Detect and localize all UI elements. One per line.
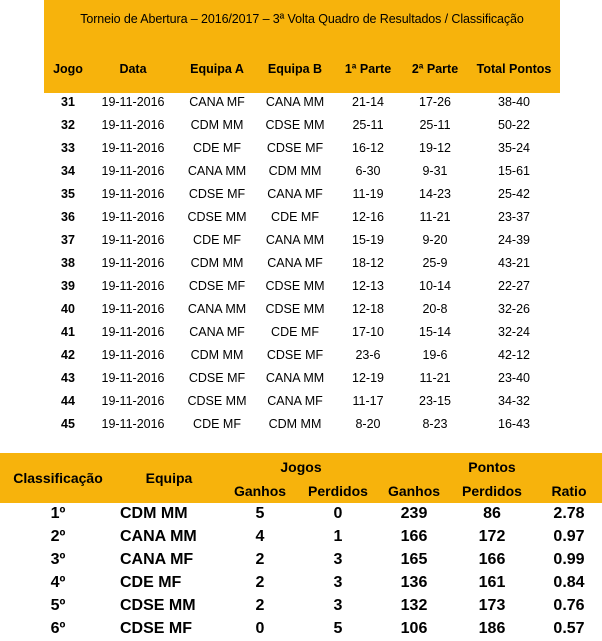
cell-2a-parte: 19-6 (422, 348, 448, 362)
cell-jogos-ganhos: 2 (255, 597, 265, 614)
cell-total: 38-40 (498, 95, 530, 109)
cell-equipa-b: CDM MM (268, 164, 322, 178)
table-row (44, 162, 560, 185)
cell-pontos-perdidos: 166 (478, 551, 506, 568)
table-row (44, 346, 560, 369)
cell-total: 32-26 (498, 302, 530, 316)
cell-2a-parte: 9-31 (422, 164, 448, 178)
cell-equipa-a: CDE MF (193, 233, 241, 247)
cell-pontos-perdidos: 161 (478, 574, 506, 591)
cell-2a-parte: 19-12 (419, 141, 451, 155)
col-header-pontos-perdidos: Perdidos (462, 483, 522, 499)
table-row (0, 572, 602, 595)
cell-2a-parte: 8-23 (422, 417, 448, 431)
cell-jogos-ganhos: 0 (255, 620, 265, 637)
cell-position: 5º (50, 597, 66, 614)
cell-pontos-perdidos: 86 (483, 505, 501, 522)
cell-jogo: 36 (61, 210, 75, 224)
cell-total: 35-24 (498, 141, 530, 155)
results-header (44, 0, 560, 93)
cell-ratio: 0.97 (553, 528, 585, 545)
cell-equipa-b: CDSE MM (265, 279, 325, 293)
table-row (0, 618, 602, 641)
cell-jogo: 39 (61, 279, 75, 293)
cell-data: 19-11-2016 (101, 348, 165, 362)
cell-pontos-ganhos: 136 (400, 574, 428, 591)
cell-equipa-a: CANA MM (187, 302, 247, 316)
cell-jogo: 31 (61, 95, 75, 109)
col-header-1a-parte: 1ª Parte (344, 62, 392, 76)
cell-ratio: 0.76 (553, 597, 585, 614)
cell-total: 42-12 (498, 348, 530, 362)
cell-jogos-perdidos: 3 (333, 597, 343, 614)
table-row (44, 231, 560, 254)
cell-position: 6º (50, 620, 66, 637)
cell-data: 19-11-2016 (101, 164, 165, 178)
cell-equipa-b: CDSE MM (265, 302, 325, 316)
cell-position: 4º (50, 574, 66, 591)
cell-1a-parte: 12-18 (352, 302, 384, 316)
cell-ratio: 0.57 (553, 620, 585, 637)
standings-table (0, 503, 602, 641)
cell-jogo: 42 (61, 348, 75, 362)
cell-equipa-a: CDSE MM (187, 210, 247, 224)
col-header-total-pontos: Total Pontos (476, 62, 552, 76)
cell-equipa-b: CDE MF (271, 210, 319, 224)
standings-header (0, 453, 602, 503)
cell-2a-parte: 17-26 (419, 95, 451, 109)
cell-position: 2º (50, 528, 66, 545)
cell-1a-parte: 25-11 (352, 118, 384, 132)
col-header-jogo: Jogo (53, 62, 83, 76)
cell-ratio: 2.78 (553, 505, 585, 522)
cell-jogo: 34 (61, 164, 75, 178)
cell-2a-parte: 20-8 (422, 302, 448, 316)
cell-1a-parte: 17-10 (352, 325, 384, 339)
cell-1a-parte: 12-19 (352, 371, 384, 385)
cell-equipa-a: CANA MF (189, 325, 245, 339)
table-row (44, 116, 560, 139)
col-header-equipa-a: Equipa A (190, 62, 244, 76)
cell-data: 19-11-2016 (101, 95, 165, 109)
cell-2a-parte: 25-9 (422, 256, 448, 270)
cell-pontos-perdidos: 172 (478, 528, 506, 545)
cell-equipa-a: CDSE MF (188, 279, 246, 293)
cell-1a-parte: 12-16 (352, 210, 384, 224)
cell-1a-parte: 8-20 (355, 417, 381, 431)
cell-equipa-a: CDM MM (190, 256, 244, 270)
cell-total: 23-37 (498, 210, 530, 224)
cell-total: 24-39 (498, 233, 530, 247)
cell-ratio: 0.99 (553, 551, 585, 568)
results-table (44, 93, 560, 438)
table-row (0, 595, 602, 618)
cell-equipa-b: CDSE MF (266, 348, 324, 362)
cell-jogo: 37 (61, 233, 75, 247)
col-header-jogos-perdidos: Perdidos (308, 483, 368, 499)
cell-pontos-ganhos: 106 (400, 620, 428, 637)
cell-jogos-perdidos: 5 (333, 620, 343, 637)
col-header-data: Data (119, 62, 147, 76)
table-row (44, 300, 560, 323)
cell-data: 19-11-2016 (101, 118, 165, 132)
cell-ratio: 0.84 (553, 574, 585, 591)
cell-2a-parte: 25-11 (419, 118, 451, 132)
cell-equipa-b: CANA MF (267, 256, 323, 270)
cell-1a-parte: 11-17 (352, 394, 384, 408)
cell-data: 19-11-2016 (101, 417, 165, 431)
cell-equipa-a: CDM MM (190, 118, 244, 132)
cell-team: CANA MM (120, 528, 197, 545)
table-row (44, 93, 560, 116)
cell-jogos-ganhos: 4 (255, 528, 265, 545)
cell-team: CDM MM (120, 505, 188, 522)
cell-2a-parte: 23-15 (419, 394, 451, 408)
cell-team: CANA MF (120, 551, 194, 568)
cell-equipa-b: CDSE MM (265, 118, 325, 132)
cell-pontos-ganhos: 239 (400, 505, 428, 522)
table-row (44, 185, 560, 208)
table-row (44, 208, 560, 231)
col-header-equipa-b: Equipa B (267, 62, 323, 76)
cell-data: 19-11-2016 (101, 325, 165, 339)
cell-equipa-a: CDE MF (193, 141, 241, 155)
cell-jogos-ganhos: 5 (255, 505, 265, 522)
cell-team: CDSE MF (120, 620, 192, 637)
cell-data: 19-11-2016 (101, 279, 165, 293)
col-header-equipa: Equipa (145, 470, 193, 486)
cell-position: 1º (50, 505, 66, 522)
group-header-jogos: Jogos (280, 459, 322, 475)
cell-equipa-b: CDSE MF (266, 141, 324, 155)
cell-jogo: 44 (61, 394, 75, 408)
cell-data: 19-11-2016 (101, 187, 165, 201)
cell-pontos-ganhos: 132 (400, 597, 428, 614)
cell-jogos-perdidos: 1 (333, 528, 343, 545)
cell-equipa-b: CANA MF (267, 394, 323, 408)
cell-1a-parte: 18-12 (352, 256, 384, 270)
cell-pontos-perdidos: 186 (478, 620, 506, 637)
cell-data: 19-11-2016 (101, 256, 165, 270)
cell-1a-parte: 21-14 (352, 95, 384, 109)
col-header-ratio: Ratio (551, 483, 587, 499)
cell-equipa-b: CANA MM (265, 371, 325, 385)
cell-1a-parte: 23-6 (355, 348, 381, 362)
col-header-classificacao: Classificação (13, 470, 103, 486)
cell-data: 19-11-2016 (101, 210, 165, 224)
col-header-2a-parte: 2ª Parte (411, 62, 459, 76)
table-row (0, 503, 602, 526)
cell-total: 23-40 (498, 371, 530, 385)
col-header-jogos-ganhos: Ganhos (233, 483, 287, 499)
cell-total: 25-42 (498, 187, 530, 201)
cell-data: 19-11-2016 (101, 394, 165, 408)
table-row (44, 415, 560, 438)
cell-jogos-perdidos: 3 (333, 551, 343, 568)
cell-equipa-b: CDE MF (271, 325, 319, 339)
cell-2a-parte: 11-21 (419, 210, 451, 224)
cell-total: 43-21 (498, 256, 530, 270)
cell-total: 34-32 (498, 394, 530, 408)
cell-1a-parte: 6-30 (355, 164, 381, 178)
cell-data: 19-11-2016 (101, 302, 165, 316)
cell-jogo: 32 (61, 118, 75, 132)
cell-equipa-a: CDE MF (193, 417, 241, 431)
cell-total: 22-27 (498, 279, 530, 293)
cell-2a-parte: 10-14 (419, 279, 451, 293)
cell-1a-parte: 11-19 (352, 187, 384, 201)
table-row (44, 254, 560, 277)
cell-total: 50-22 (498, 118, 530, 132)
cell-position: 3º (50, 551, 66, 568)
cell-jogos-ganhos: 2 (255, 574, 265, 591)
col-header-pontos-ganhos: Ganhos (387, 483, 441, 499)
cell-2a-parte: 14-23 (419, 187, 451, 201)
cell-total: 32-24 (498, 325, 530, 339)
table-row (44, 323, 560, 346)
cell-pontos-ganhos: 166 (400, 528, 428, 545)
cell-jogo: 45 (61, 417, 75, 431)
cell-1a-parte: 12-13 (352, 279, 384, 293)
table-title: Torneio de Abertura – 2016/2017 – 3ª Volta Quadro de Resultados / Classificação (80, 12, 524, 26)
table-row (0, 549, 602, 572)
cell-jogos-perdidos: 0 (333, 505, 343, 522)
cell-equipa-a: CDSE MF (188, 187, 246, 201)
cell-2a-parte: 15-14 (419, 325, 451, 339)
cell-equipa-a: CANA MF (189, 95, 245, 109)
cell-2a-parte: 11-21 (419, 371, 451, 385)
cell-jogos-ganhos: 2 (255, 551, 265, 568)
cell-jogo: 33 (61, 141, 75, 155)
cell-equipa-b: CANA MF (267, 187, 323, 201)
cell-equipa-b: CDM MM (268, 417, 322, 431)
table-row (44, 277, 560, 300)
table-row (0, 526, 602, 549)
group-header-pontos: Pontos (468, 459, 516, 475)
cell-jogo: 41 (61, 325, 75, 339)
cell-total: 16-43 (498, 417, 530, 431)
cell-pontos-ganhos: 165 (400, 551, 428, 568)
cell-equipa-a: CDSE MF (188, 371, 246, 385)
cell-jogo: 40 (61, 302, 75, 316)
cell-pontos-perdidos: 173 (478, 597, 506, 614)
cell-data: 19-11-2016 (101, 371, 165, 385)
cell-equipa-b: CANA MM (265, 95, 325, 109)
cell-team: CDSE MM (120, 597, 196, 614)
cell-jogo: 43 (61, 371, 75, 385)
table-row (44, 139, 560, 162)
cell-equipa-b: CANA MM (265, 233, 325, 247)
cell-equipa-a: CDM MM (190, 348, 244, 362)
cell-team: CDE MF (120, 574, 182, 591)
cell-data: 19-11-2016 (101, 141, 165, 155)
cell-1a-parte: 15-19 (352, 233, 384, 247)
cell-equipa-a: CDSE MM (187, 394, 247, 408)
cell-jogo: 35 (61, 187, 75, 201)
cell-total: 15-61 (498, 164, 530, 178)
cell-1a-parte: 16-12 (352, 141, 384, 155)
cell-2a-parte: 9-20 (422, 233, 448, 247)
cell-jogo: 38 (61, 256, 75, 270)
cell-data: 19-11-2016 (101, 233, 165, 247)
table-row (44, 392, 560, 415)
cell-jogos-perdidos: 3 (333, 574, 343, 591)
table-row (44, 369, 560, 392)
cell-equipa-a: CANA MM (187, 164, 247, 178)
